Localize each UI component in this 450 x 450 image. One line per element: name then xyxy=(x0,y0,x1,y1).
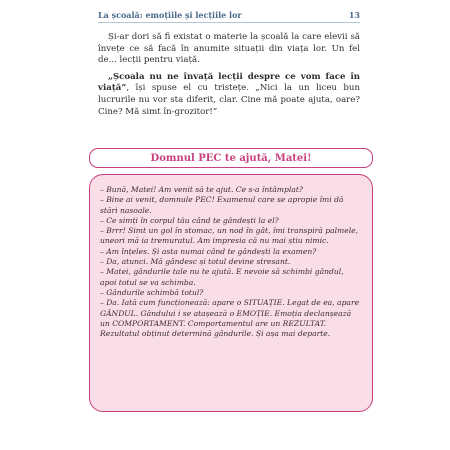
header-rule xyxy=(98,22,360,23)
body-text xyxy=(98,32,360,118)
paragraph-2-rest: , își spuse el cu tristețe. „Nici la un liceu bun lucrurile nu vor sta diferit, clar. Cine mă poate ajuta, oare? Cine? Mă simt în-grozitor!” xyxy=(98,83,360,117)
dialogue-line: – Am înțeles. Și asta numai când te gândești la examen? xyxy=(100,246,317,256)
dialogue-list xyxy=(100,185,362,339)
dialogue-box xyxy=(89,174,373,412)
dialogue-line: – Brrr! Simt un gol în stomac, un nod în gât, îmi transpiră palmele, uneori mă ia tremuratul. Am impresia că nu mai știu nimic. xyxy=(100,226,359,246)
paragraph-1: Și-ar dori să fi existat o materie la școală la care elevii să învețe ce să facă în anumite situații din viața lor. Un fel de... lecții pentru viață. xyxy=(98,32,360,66)
dialogue-line: – Gândurile schimbă totul? xyxy=(100,287,204,297)
paragraph-2 xyxy=(98,72,360,118)
page-number: 13 xyxy=(348,10,360,20)
dialogue-line: – Ce simți în corpul tău când te gândești la el? xyxy=(100,215,279,225)
chapter-title: La școală: emoțiile și lecțiile lor xyxy=(98,10,242,20)
paragraph-2-bold: „Școala nu ne învață lecții despre ce vom face în viață” xyxy=(98,71,360,94)
running-header xyxy=(98,10,360,20)
section-banner xyxy=(89,148,373,168)
dialogue-line: – Bine ai venit, domnule PEC! Examenul care se apropie îmi dă stări nasoale. xyxy=(100,195,344,215)
banner-title: Domnul PEC te ajută, Matei! xyxy=(150,152,312,164)
dialogue-line: – Matei, gândurile tale nu te ajută. E nevoie să schimbi gândul, apoi totul se va schimba. xyxy=(100,267,344,287)
dialogue-line: – Da, atunci. Mă gândesc și totul devine stresant. xyxy=(100,257,291,267)
dialogue-line: – Bună, Matei! Am venit să te ajut. Ce s-a întâmplat? xyxy=(100,185,303,194)
dialogue-line: – Da. Iată cum funcționează: apare o SITUAȚIE. Legat de ea, apare GÂNDUL. Gândului i se atașează o EMOȚIE. Emoția declanșează un COMPORTAMENT. Comportamentul are un REZULTAT. Rezultatul obținut determină gândurile. Și așa mai departe. xyxy=(100,298,360,339)
